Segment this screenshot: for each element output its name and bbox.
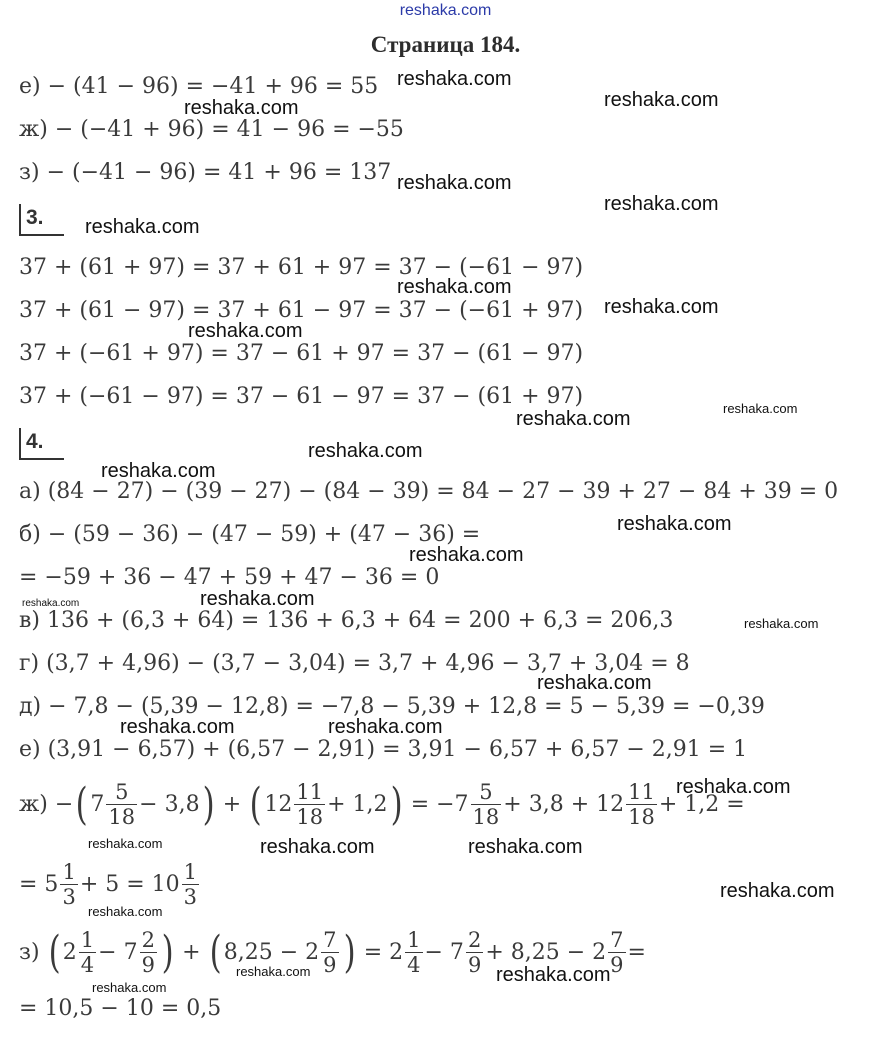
page-title: Страница 184. bbox=[370, 32, 521, 57]
watermark: reshaka.com bbox=[88, 904, 163, 919]
expr-prefix: з) bbox=[19, 939, 40, 965]
watermark: reshaka.com bbox=[22, 598, 80, 609]
watermark: reshaka.com bbox=[92, 980, 167, 995]
close-paren: ) bbox=[202, 778, 215, 830]
expr-text: + 8,25 − 2 bbox=[485, 939, 607, 965]
expr-prefix: ж) − bbox=[19, 791, 74, 817]
expr-text: + 5 = 10 bbox=[79, 871, 180, 897]
equation-line: з) − (−41 − 96) = 41 + 96 = 137 bbox=[19, 160, 392, 185]
whole-part: 7 bbox=[90, 791, 105, 817]
denominator: 18 bbox=[472, 805, 500, 829]
watermark: reshaka.com bbox=[397, 172, 512, 194]
watermark: reshaka.com bbox=[604, 89, 719, 111]
watermark: reshaka.com bbox=[85, 216, 200, 238]
watermark: reshaka.com bbox=[397, 68, 512, 90]
numerator: 5 bbox=[479, 780, 493, 804]
watermark: reshaka.com bbox=[397, 276, 512, 298]
watermark: reshaka.com bbox=[409, 544, 524, 566]
numerator: 1 bbox=[62, 860, 76, 884]
equation-line: = −59 + 36 − 47 + 59 + 47 − 36 = 0 bbox=[19, 565, 440, 590]
fraction bbox=[466, 928, 483, 977]
expr-text: = −7 bbox=[410, 791, 469, 817]
denominator: 3 bbox=[62, 885, 76, 909]
watermark: reshaka.com bbox=[184, 97, 299, 119]
equation-line: 37 + (−61 − 97) = 37 − 61 − 97 = 37 − (61 + 97) bbox=[19, 384, 584, 409]
watermark: reshaka.com bbox=[516, 408, 631, 430]
numerator: 11 bbox=[628, 780, 655, 804]
operator: + bbox=[182, 939, 201, 965]
equation-line: е) (3,91 − 6,57) + (6,57 − 2,91) = 3,91 − 6,57 + 6,57 − 2,91 = 1 bbox=[19, 737, 748, 762]
expr-text: + 3,8 + 12 bbox=[503, 791, 625, 817]
expr-text: − 3,8 bbox=[139, 791, 200, 817]
open-paren: ( bbox=[48, 926, 61, 978]
equation-line: 37 + (−61 + 97) = 37 − 61 + 97 = 37 − (61 − 97) bbox=[19, 341, 584, 366]
denominator: 4 bbox=[407, 953, 421, 977]
denominator: 9 bbox=[323, 953, 337, 977]
expr-text: = bbox=[627, 939, 646, 965]
equation-line: д) − 7,8 − (5,39 − 12,8) = −7,8 − 5,39 + 12,8 = 5 − 5,39 = −0,39 bbox=[19, 694, 765, 719]
equation-line: е) − (41 − 96) = −41 + 96 = 55 bbox=[19, 74, 379, 99]
watermark: reshaka.com bbox=[496, 964, 611, 986]
fraction bbox=[60, 860, 77, 909]
watermark: reshaka.com bbox=[604, 193, 719, 215]
watermark: reshaka.com bbox=[676, 776, 791, 798]
expr-text: = 5 bbox=[19, 871, 59, 897]
fraction bbox=[608, 928, 625, 977]
watermark: reshaka.com bbox=[188, 320, 303, 342]
open-paren: ( bbox=[209, 926, 222, 978]
equation-line: г) (3,7 + 4,96) − (3,7 − 3,04) = 3,7 + 4,96 − 3,7 + 3,04 = 8 bbox=[19, 651, 690, 676]
equation-line: 37 + (61 − 97) = 37 + 61 − 97 = 37 − (−61 + 97) bbox=[19, 298, 584, 323]
watermark: reshaka.com bbox=[537, 672, 652, 694]
denominator: 9 bbox=[141, 953, 155, 977]
equation-line: = 10,5 − 10 = 0,5 bbox=[19, 996, 222, 1021]
watermark: reshaka.com bbox=[720, 880, 835, 902]
whole-part: 12 bbox=[264, 791, 293, 817]
expr-text: = 2 bbox=[363, 939, 404, 965]
watermark: reshaka.com bbox=[101, 460, 216, 482]
expr-text: − 7 bbox=[424, 939, 464, 965]
watermark: reshaka.com bbox=[617, 513, 732, 535]
equation-line: 37 + (61 + 97) = 37 + 61 + 97 = 37 − (−61 − 97) bbox=[19, 255, 584, 280]
watermark: reshaka.com bbox=[236, 964, 311, 979]
watermark: reshaka.com bbox=[120, 716, 235, 738]
denominator: 3 bbox=[183, 885, 198, 909]
denominator: 18 bbox=[628, 805, 655, 829]
open-paren: ( bbox=[75, 778, 88, 830]
task-number-3: 3. bbox=[19, 204, 64, 236]
task-number-4: 4. bbox=[19, 428, 64, 460]
expr-text: + 1,2 = bbox=[658, 791, 745, 817]
denominator: 18 bbox=[296, 805, 324, 829]
numerator: 2 bbox=[467, 928, 482, 952]
operator: + bbox=[222, 791, 242, 817]
watermark: reshaka.com bbox=[88, 836, 163, 851]
watermark: reshaka.com bbox=[260, 836, 375, 858]
equation-line: в) 136 + (6,3 + 64) = 136 + 6,3 + 64 = 200 + 6,3 = 206,3 bbox=[19, 608, 674, 633]
expr-text: − 7 bbox=[98, 939, 138, 965]
watermark: reshaka.com bbox=[604, 296, 719, 318]
watermark: reshaka.com bbox=[468, 836, 583, 858]
numerator: 2 bbox=[141, 928, 155, 952]
whole-part: 2 bbox=[62, 939, 77, 965]
numerator: 1 bbox=[407, 928, 421, 952]
watermark: reshaka.com bbox=[200, 588, 315, 610]
numerator: 7 bbox=[610, 928, 624, 952]
denominator: 4 bbox=[80, 953, 95, 977]
watermark: reshaka.com bbox=[328, 716, 443, 738]
close-paren: ) bbox=[161, 926, 174, 978]
source-link[interactable]: reshaka.com bbox=[399, 2, 492, 19]
watermark: reshaka.com bbox=[723, 401, 798, 416]
open-paren: ( bbox=[249, 778, 262, 830]
fraction bbox=[294, 780, 325, 829]
equation-line: а) (84 − 27) − (39 − 27) − (84 − 39) = 84 − 27 − 39 + 27 − 84 + 39 = 0 bbox=[19, 479, 839, 504]
equation-line-fractions bbox=[19, 860, 201, 909]
equation-line: б) − (59 − 36) − (47 − 59) + (47 − 36) = bbox=[19, 522, 481, 547]
fraction bbox=[182, 860, 199, 909]
denominator: 9 bbox=[467, 953, 482, 977]
equation-line-fractions bbox=[19, 780, 745, 829]
fraction bbox=[471, 780, 502, 829]
numerator: 1 bbox=[183, 860, 198, 884]
denominator: 18 bbox=[108, 805, 136, 829]
equation-line: ж) − (−41 + 96) = 41 − 96 = −55 bbox=[19, 117, 404, 142]
fraction bbox=[140, 928, 157, 977]
fraction bbox=[106, 780, 137, 829]
numerator: 7 bbox=[323, 928, 337, 952]
numerator: 5 bbox=[115, 780, 129, 804]
fraction bbox=[626, 780, 657, 829]
numerator: 11 bbox=[296, 780, 324, 804]
expr-text: 8,25 − 2 bbox=[223, 939, 320, 965]
fraction bbox=[321, 928, 338, 977]
denominator: 9 bbox=[610, 953, 624, 977]
expr-text: + 1,2 bbox=[327, 791, 388, 817]
numerator: 1 bbox=[80, 928, 95, 952]
fraction bbox=[405, 928, 422, 977]
watermark: reshaka.com bbox=[308, 440, 423, 462]
watermark: reshaka.com bbox=[744, 616, 819, 631]
close-paren: ) bbox=[343, 926, 356, 978]
fraction bbox=[79, 928, 96, 977]
close-paren: ) bbox=[390, 778, 403, 830]
